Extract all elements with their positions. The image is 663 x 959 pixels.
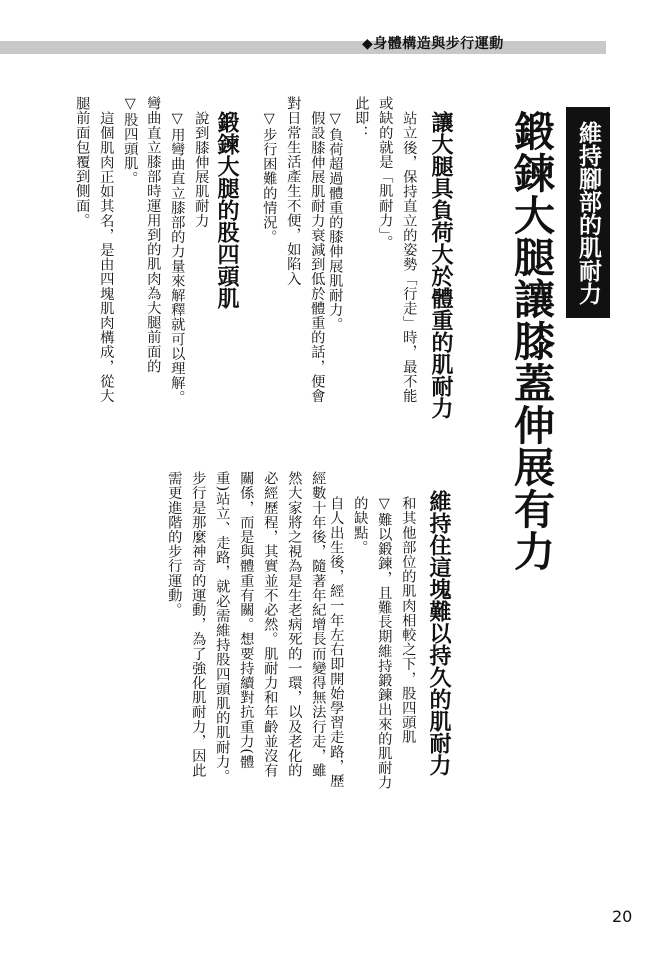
body-line: 假設膝伸展肌耐力衰減到低於體重的話，便會 xyxy=(309,111,326,403)
body-line: 自人出生後，經一年左右即開始學習走路，歷 xyxy=(328,496,345,788)
body-line: 然大家將之視為是生老病死的一環，以及老化的 xyxy=(286,471,303,778)
body-line: 腿前面包覆到側面。 xyxy=(74,96,91,228)
body-line: 需更進階的步行運動。 xyxy=(166,471,183,617)
body-line: ▽股四頭肌。 xyxy=(122,96,139,186)
body-line: ▽步行困難的情況。 xyxy=(261,111,278,245)
body-line: 關係，而是與體重有關。想要持續對抗重力(體 xyxy=(238,471,255,769)
body-line: 必經歷程，其實並不必然。肌耐力和年齡並沒有 xyxy=(262,471,279,778)
section-heading-quadriceps: 鍛鍊大腿的股四頭肌 xyxy=(214,111,239,309)
running-header: ◆身體構造與步行運動 xyxy=(362,36,504,52)
body-line: 站立後，保持直立的姿勢「行走」時，最不能 xyxy=(401,111,418,403)
body-line: 和其他部位的肌肉相較之下，股四頭肌 xyxy=(400,496,417,745)
body-line: 經數十年後，隨著年紀增長而變得無法行走，雖 xyxy=(310,471,327,778)
body-line: ▽用彎曲直立膝部的力量來解釋就可以理解。 xyxy=(169,111,186,405)
section-heading-thigh-endurance: 讓大腿具負荷大於體重的肌耐力 xyxy=(428,111,453,419)
body-line: 彎曲直立膝部時運用到的肌肉為大腿前面的 xyxy=(145,96,162,374)
page-number: 20 xyxy=(612,907,633,926)
body-line: 的缺點。 xyxy=(352,496,369,555)
body-line: ▽難以鍛鍊，且難長期維持鍛鍊出來的肌耐力 xyxy=(376,496,393,790)
section-heading-maintain-endurance: 維持住這塊難以持久的肌耐力 xyxy=(426,490,451,776)
body-line: 步行是那麼神奇的運動，為了強化肌耐力，因此 xyxy=(190,471,207,778)
page-title: 鍛鍊大腿讓膝蓋伸展有力 xyxy=(507,110,555,572)
body-line: 重)站立、走路，就必需維持股四頭肌的肌耐力。 xyxy=(214,471,231,784)
body-line: 此即： xyxy=(353,96,370,140)
body-line: ▽負荷超過體重的膝伸展肌耐力。 xyxy=(327,111,344,332)
body-line: 這個肌肉正如其名，是由四塊肌肉構成，從大 xyxy=(98,111,115,403)
body-line: 說到膝伸展肌耐力 xyxy=(193,111,210,228)
body-line: 對日常生活產生不便，如陷入 xyxy=(285,96,302,286)
chapter-label: 維持腳部的肌耐力 xyxy=(566,107,610,318)
body-line: 或缺的就是「肌耐力」。 xyxy=(377,96,394,250)
